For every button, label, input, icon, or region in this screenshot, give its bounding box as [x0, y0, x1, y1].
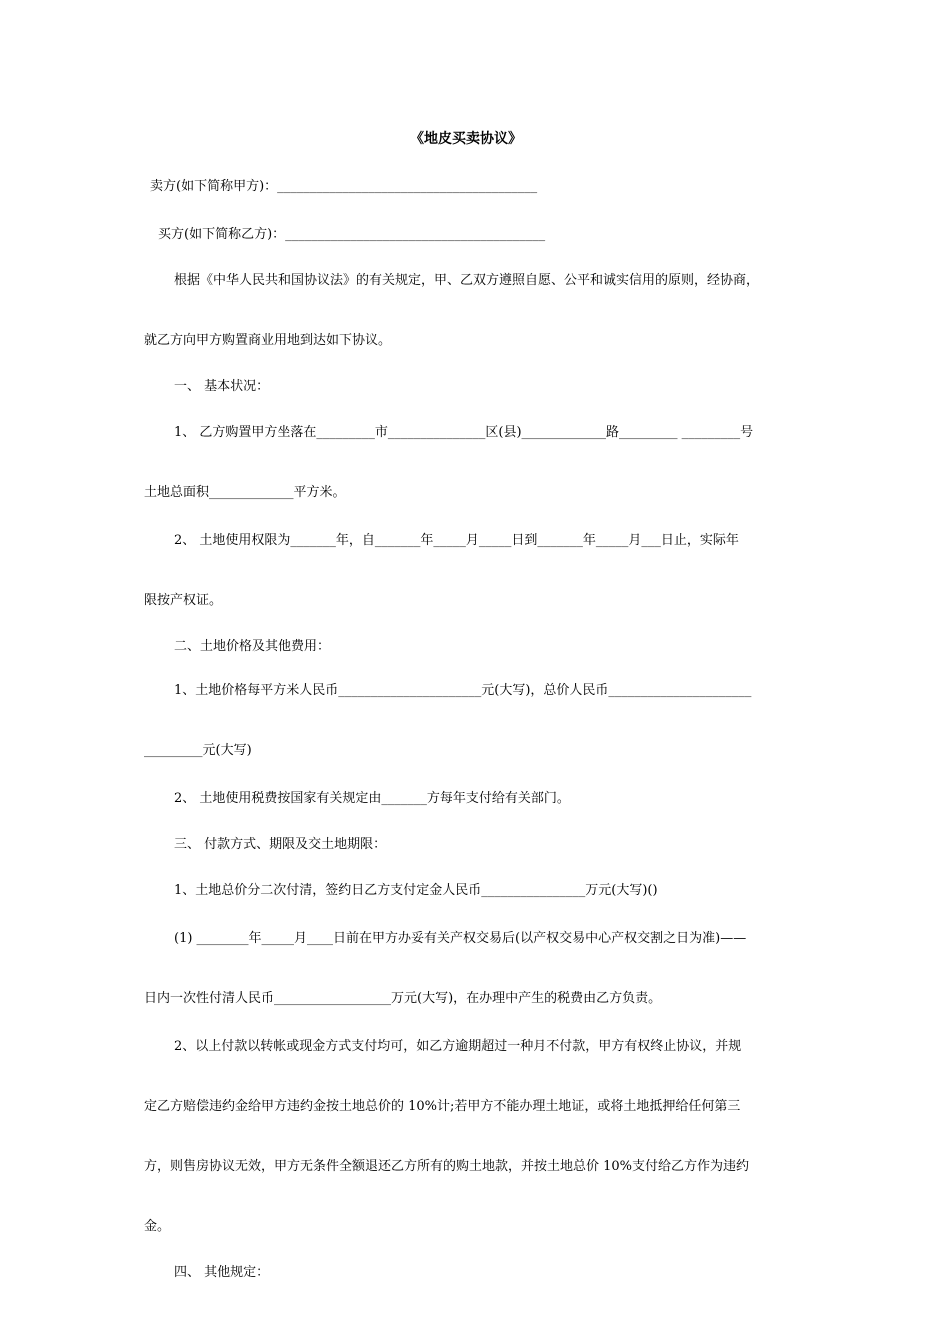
- clause-3-2-line-4: 金。: [144, 1219, 171, 1234]
- clause-3-1-sub-line-1: (1) ________年_____月____日前在甲方办妥有关产权交易后(以产权交易中心产权交割之日为准)——: [174, 931, 747, 946]
- section-2-heading: 二、土地价格及其他费用：: [174, 639, 331, 654]
- section-3-heading: 三、 付款方式、期限及交土地期限：: [174, 837, 387, 852]
- clause-3-1-sub-line-2: 日内一次性付清人民币__________________万元(大写)，在办理中产生的税费由乙方负责。: [144, 991, 662, 1006]
- seller-line: 卖方(如下简称甲方)：________________________________________: [150, 179, 538, 194]
- clause-3-2-line-1: 2、以上付款以转帐或现金方式支付均可，如乙方逾期超过一种月不付款，甲方有权终止协议，并规: [174, 1039, 742, 1054]
- clause-3-1: 1、土地总价分二次付清，签约日乙方支付定金人民币________________万元(大写)(): [174, 883, 658, 898]
- clause-1-1-line-2: 土地总面积_____________平方米。: [144, 485, 346, 500]
- clause-1-2-line-2: 限按产权证。: [144, 593, 223, 608]
- buyer-line: 买方(如下简称乙方)：________________________________________: [158, 227, 546, 242]
- preamble-line-2: 就乙方向甲方购置商业用地到达如下协议。: [144, 333, 392, 348]
- preamble-line-1: 根据《中华人民共和国协议法》的有关规定，甲、乙双方遵照自愿、公平和诚实信用的原则，经协商，: [174, 273, 760, 288]
- clause-1-2-line-1: 2、 土地使用权限为_______年，自_______年_____月_____日到_______年_____月___日止，实际年: [174, 533, 739, 548]
- clause-2-1-line-1: 1、土地价格每平方米人民币______________________元(大写)，总价人民币______________________: [174, 683, 752, 698]
- clause-2-1-line-2: _________元(大写): [144, 743, 252, 758]
- section-1-heading: 一、 基本状况：: [174, 379, 270, 394]
- clause-3-2-line-3: 方，则售房协议无效，甲方无条件全额退还乙方所有的购土地款，并按土地总价 10%支付给乙方作为违约: [144, 1159, 750, 1174]
- clause-2-2: 2、 土地使用税费按国家有关规定由_______方每年支付给有关部门。: [174, 791, 570, 806]
- section-4-heading: 四、 其他规定：: [174, 1265, 270, 1280]
- clause-3-2-line-2: 定乙方赔偿违约金给甲方违约金按土地总价的 10%计;若甲方不能办理土地证，或将土地抵押给任何第三: [144, 1099, 741, 1114]
- clause-1-1-line-1: 1、 乙方购置甲方坐落在_________市_______________区(县)_____________路_________ _________号: [174, 425, 754, 440]
- document-title: 《地皮买卖协议》: [410, 131, 522, 147]
